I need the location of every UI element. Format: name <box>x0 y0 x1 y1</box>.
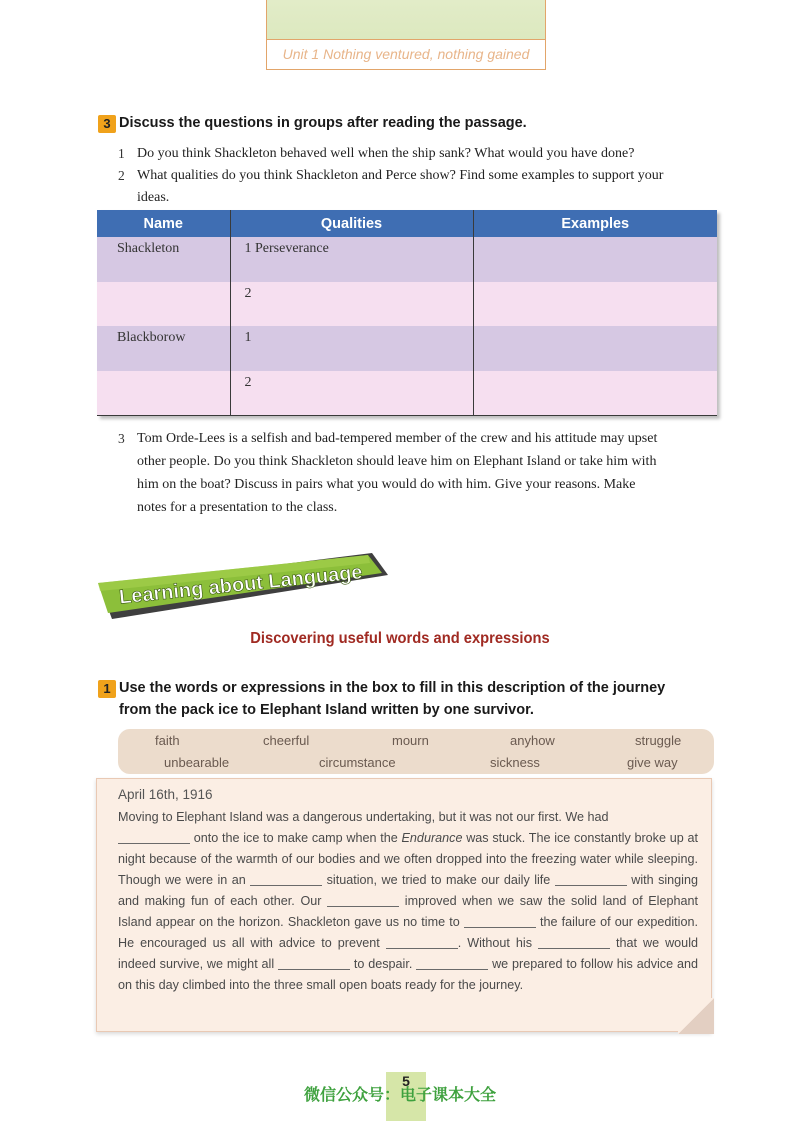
quality-cell[interactable]: 1 <box>230 326 473 371</box>
example-cell[interactable] <box>473 282 717 327</box>
quality-cell[interactable]: 1 Perseverance <box>230 237 473 282</box>
learning-about-language-banner <box>96 553 388 621</box>
question-number: 1 <box>118 146 125 161</box>
text-segment: improved when we saw the solid land of Elephant Island appear on the horizon. Shackleton gave us no time to <box>118 894 698 929</box>
quality-cell[interactable]: 2 <box>230 371 473 416</box>
column-header-qualities: Qualities <box>230 210 473 237</box>
text-segment: we prepared to follow his advice and on this day climbed into the three small open boats ready for the journey. <box>118 957 698 992</box>
name-cell <box>97 282 230 327</box>
task-number-badge: 3 <box>98 115 116 133</box>
diary-text <box>118 807 698 996</box>
word-box <box>118 729 714 774</box>
text-segment: the failure of our expedition. He encouraged us all with advice to prevent <box>118 915 698 950</box>
diary-note <box>96 778 712 1032</box>
question-3-line: other people. Do you think Shackleton should leave him on Elephant Island or take him with <box>137 454 657 469</box>
exercise-heading: Use the words or expressions in the box to fill in this description of the journey <box>119 680 666 696</box>
diary-date: April 16th, 1916 <box>118 787 213 802</box>
blank-field[interactable] <box>278 956 350 970</box>
name-cell: Shackleton <box>97 237 230 282</box>
blank-field[interactable] <box>555 872 627 886</box>
question-3-line: notes for a presentation to the class. <box>137 500 338 515</box>
name-cell: Blackborow <box>97 326 230 371</box>
question-1-text: Do you think Shackleton behaved well when the ship sank? What would you have done? <box>137 146 635 161</box>
word-option: cheerful <box>263 733 310 748</box>
section-subheading: Discovering useful words and expressions <box>250 630 550 647</box>
table-row <box>97 371 717 416</box>
qualities-table <box>97 210 717 416</box>
quality-cell[interactable]: 2 <box>230 282 473 327</box>
word-option: sickness <box>490 755 540 770</box>
question-2-text: What qualities do you think Shackleton and Perce show? Find some examples to support your <box>137 168 664 183</box>
question-number: 2 <box>118 168 125 183</box>
word-option: mourn <box>392 733 429 748</box>
text-segment: with singing and making fun of each other. Our <box>118 873 698 908</box>
text-segment: to despair. <box>350 957 417 971</box>
unit-banner <box>266 0 546 70</box>
example-cell[interactable] <box>473 371 717 416</box>
question-2-text-cont: ideas. <box>137 190 170 205</box>
question-number: 3 <box>118 431 125 446</box>
task-number-badge: 1 <box>98 680 116 698</box>
table-row <box>97 282 717 327</box>
blank-field[interactable] <box>464 914 536 928</box>
task-heading: Discuss the questions in groups after reading the passage. <box>119 115 527 131</box>
column-header-name: Name <box>97 210 230 237</box>
word-option: circumstance <box>319 755 396 770</box>
table-row <box>97 326 717 371</box>
blank-field[interactable] <box>118 830 190 844</box>
blank-field[interactable] <box>386 935 458 949</box>
question-3-line: Tom Orde-Lees is a selfish and bad-tempered member of the crew and his attitude may upset <box>137 431 658 446</box>
text-segment: . Without his <box>457 936 539 950</box>
blank-field[interactable] <box>250 872 322 886</box>
question-3-line: him on the boat? Discuss in pairs what you would do with him. Give your reasons. Make <box>137 477 636 492</box>
watermark-text: 微信公众号：电子课本大全 <box>303 1085 496 1104</box>
word-option: anyhow <box>510 733 555 748</box>
blank-field[interactable] <box>327 893 399 907</box>
example-cell[interactable] <box>473 326 717 371</box>
text-segment: was stuck. The ice constantly broke up at night because of the warmth of our bodies and we often dropped into the freezing water while sleeping. Though we were in an <box>118 831 698 887</box>
column-header-examples: Examples <box>473 210 717 237</box>
exercise-heading-cont: from the pack ice to Elephant Island written by one survivor. <box>119 702 534 718</box>
page-curl <box>678 998 714 1034</box>
word-option: give way <box>627 755 678 770</box>
page-number: 5 <box>402 1073 410 1089</box>
name-cell <box>97 371 230 416</box>
word-option: unbearable <box>164 755 230 770</box>
table-row <box>97 237 717 282</box>
word-option: faith <box>155 733 180 748</box>
example-cell[interactable] <box>473 237 717 282</box>
blank-field[interactable] <box>538 935 610 949</box>
unit-title: Unit 1 Nothing ventured, nothing gained <box>267 39 545 69</box>
blank-field[interactable] <box>416 956 488 970</box>
banner-text: Learning about Language <box>118 561 364 609</box>
ship-name: Endurance <box>401 831 463 845</box>
text-segment: Moving to Elephant Island was a dangerous undertaking, but it was not our first. We had <box>118 810 609 824</box>
text-segment: situation, we tried to make our daily life <box>322 873 555 887</box>
text-segment: onto the ice to make camp when the <box>190 831 402 845</box>
word-option: struggle <box>635 733 682 748</box>
text-segment: that we would indeed survive, we might all <box>118 936 698 971</box>
